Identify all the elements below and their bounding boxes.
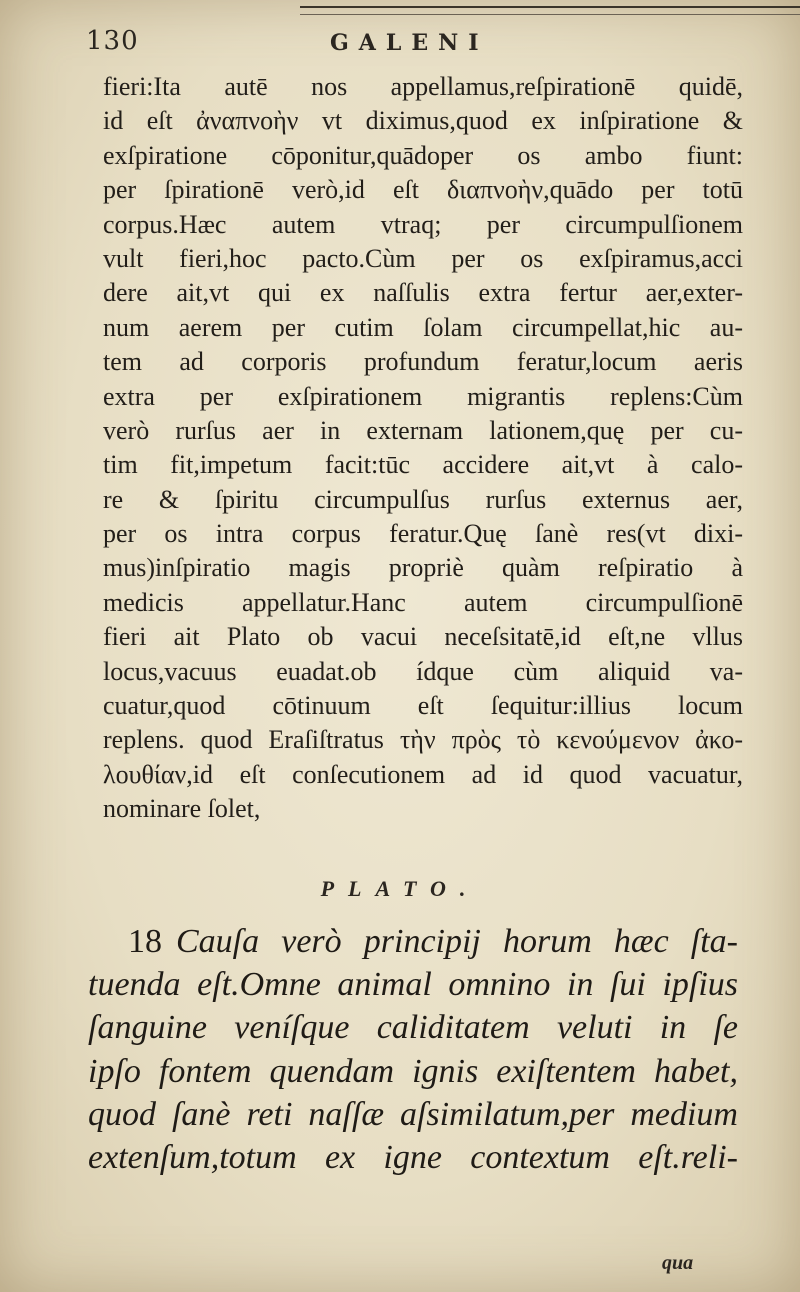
plato-quotation — [88, 920, 738, 1179]
text-line: fieri:Ita autē nos appellamus,reſpirationē quidē, — [103, 72, 743, 101]
text-line: replens. quod Eraſiſtratus τὴν πρὸς τὸ κενούμενον ἀκο- — [103, 725, 743, 755]
verse-line — [88, 920, 738, 963]
text-line: locus,vacuus euadat.ob ídque cùm aliquid va- — [103, 656, 743, 686]
running-head: GALENI — [330, 30, 489, 56]
text-line: fieri ait Plato ob vacui neceſsitatē,id eſt,ne vllus — [103, 622, 743, 652]
text-line: per ſpirationē verò,id eſt διαπνοὴν,quādo per totū — [103, 175, 743, 205]
text-line: medicis appellatur.Hanc autem circumpulſionē — [103, 587, 743, 617]
text-line: tem ad corporis profundum feratur,locum aeris — [103, 347, 743, 377]
commentary-text — [103, 70, 743, 827]
text-line: id eſt ἀναπνοὴν vt diximus,quod ex inſpiratione & — [103, 106, 743, 136]
verse-line: tuenda eſt.Omne animal omnino in ſui ipſius — [88, 966, 738, 1004]
verse-line-text: Cauſa verò principij horum hæc ſta- — [176, 923, 738, 960]
text-line: re & ſpiritu circumpulſus rurſus externus aer, — [103, 484, 743, 514]
text-line: dere ait,vt qui ex naſſulis extra fertur aer,exter- — [103, 278, 743, 308]
top-rule — [300, 6, 800, 15]
text-line: corpus.Hæc autem vtraq; per circumpulſionem — [103, 209, 743, 239]
verse-line: extenſum,totum ex igne contextum eſt.reli- — [88, 1138, 738, 1176]
verse-line: ipſo fontem quendam ignis exiſtentem habet, — [88, 1052, 738, 1090]
verse-line: quod ſanè reti naſſæ aſsimilatum,per medium — [88, 1095, 738, 1133]
verse-line: ſanguine veníſque caliditatem veluti in ſe — [88, 1009, 738, 1047]
text-line: per os intra corpus feratur.Quę ſanè res(vt dixi- — [103, 519, 743, 549]
text-line: num aerem per cutim ſolam circumpellat,hic au- — [103, 312, 743, 342]
text-line: tim fit,impetum facit:tūc accidere ait,vt à calo- — [103, 450, 743, 480]
text-line: cuatur,quod cōtinuum eſt ſequitur:illius locum — [103, 691, 743, 721]
section-heading: PLATO. — [320, 876, 480, 901]
text-line: extra per exſpirationem migrantis replens:Cùm — [103, 381, 743, 411]
catchword: qua — [662, 1252, 694, 1274]
text-line: exſpiratione cōponitur,quādoper os ambo fiunt: — [103, 140, 743, 170]
page-number: 130 — [86, 26, 139, 56]
text-line: vult fieri,hoc pacto.Cùm per os exſpiramus,acci — [103, 243, 743, 273]
verse-number: 18 — [128, 923, 162, 960]
text-line: verò rurſus aer in externam lationem,quę per cu- — [103, 415, 743, 445]
text-line: λουθίαν,id eſt conſecutionem ad id quod vacuatur, — [103, 759, 743, 789]
text-line: nominare ſolet, — [103, 794, 261, 824]
text-line: mus)inſpiratio magis propriè quàm reſpiratio à — [103, 553, 743, 583]
